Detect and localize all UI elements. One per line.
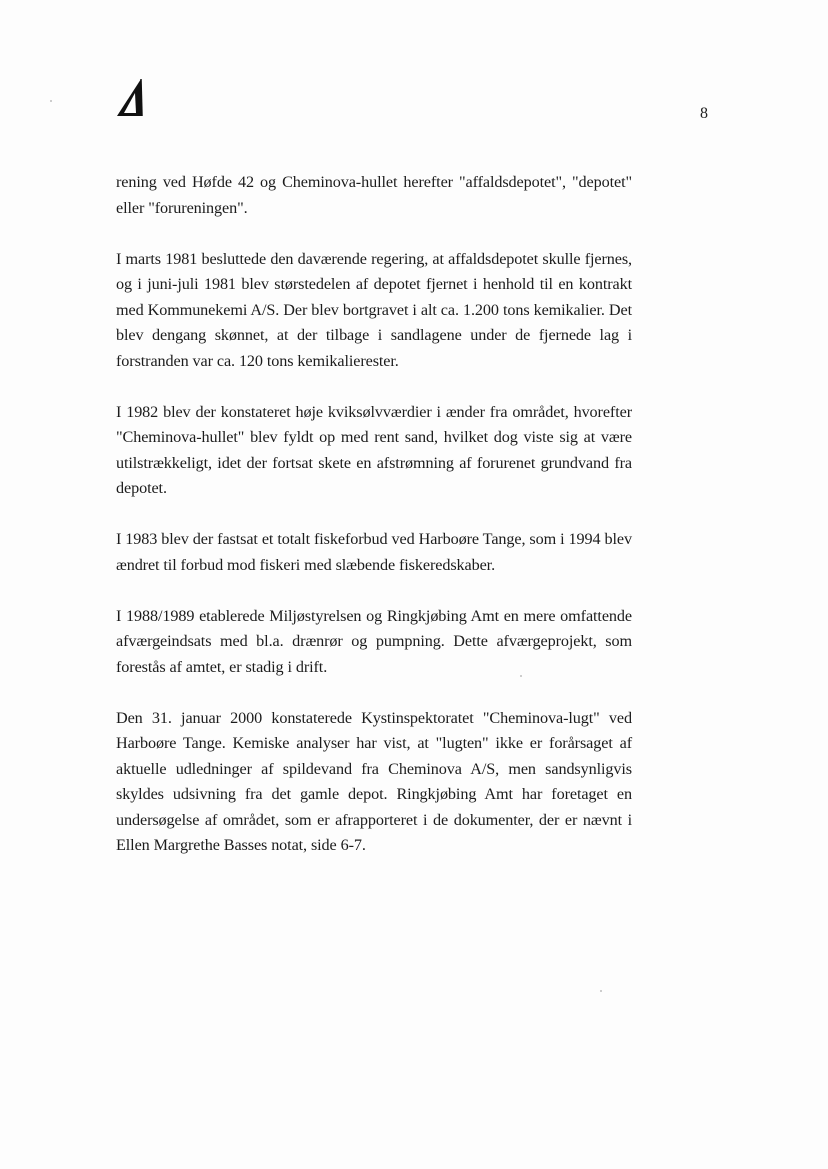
paragraph-4: I 1983 blev der fastsat et totalt fiskeforbud ved Harboøre Tange, som i 1994 blev ændret til forbud mod fiskeri med slæbende fiskeredskaber. [116,530,632,574]
paragraph-2: I marts 1981 besluttede den daværende regering, at affaldsdepotet skulle fjernes, og i juni-juli 1981 blev størstedelen af depotet fjernet i henhold til en kontrakt med Kommunekemi A/S. Der blev bortgravet i alt ca. 1.200 tons kemikalier. Det blev dengang skønnet, at der tilbage i sandlagene under de fjernede lag i forstranden var ca. 120 tons kemikalierester. [116,249,632,370]
paragraph-1: rening ved Høfde 42 og Cheminova-hullet herefter "affaldsdepotet", "depotet" eller "forureningen". [116,173,632,217]
scan-speck [600,990,602,992]
paragraph-6: Den 31. januar 2000 konstaterede Kystinspektoratet "Cheminova-lugt" ved Harboøre Tange. Kemiske analyser har vist, at "lugten" ikke er forårsaget af aktuelle udledninger af spildevand fra Cheminova A/S, men sandsynligvis skyldes udsivning fra det gamle depot. Ringkjøbing Amt har foretaget en undersøgelse af området, som er afrapporteret i de dokumenter, der er nævnt i Ellen Margrethe Basses notat, side 6-7. [116,708,632,854]
paragraph-5: I 1988/1989 etablerede Miljøstyrelsen og Ringkjøbing Amt en mere omfattende afværgeindsats med bl.a. drænrør og pumpning. Dette afværgeprojekt, som forestås af amtet, er stadig i drift. [116,606,632,676]
body-text [116,170,632,884]
paragraph-3: I 1982 blev der konstateret høje kviksølvværdier i ænder fra området, hvorefter "Cheminova-hullet" blev fyldt op med rent sand, hvilket dog viste sig at være utilstrækkeligt, idet der fortsat skete en afstrømning af forurenet grundvand fra depotet. [116,402,632,497]
scan-speck [520,675,522,677]
scan-speck [50,100,52,102]
page-number: 8 [700,105,708,122]
triangle-logo-icon [115,77,145,117]
